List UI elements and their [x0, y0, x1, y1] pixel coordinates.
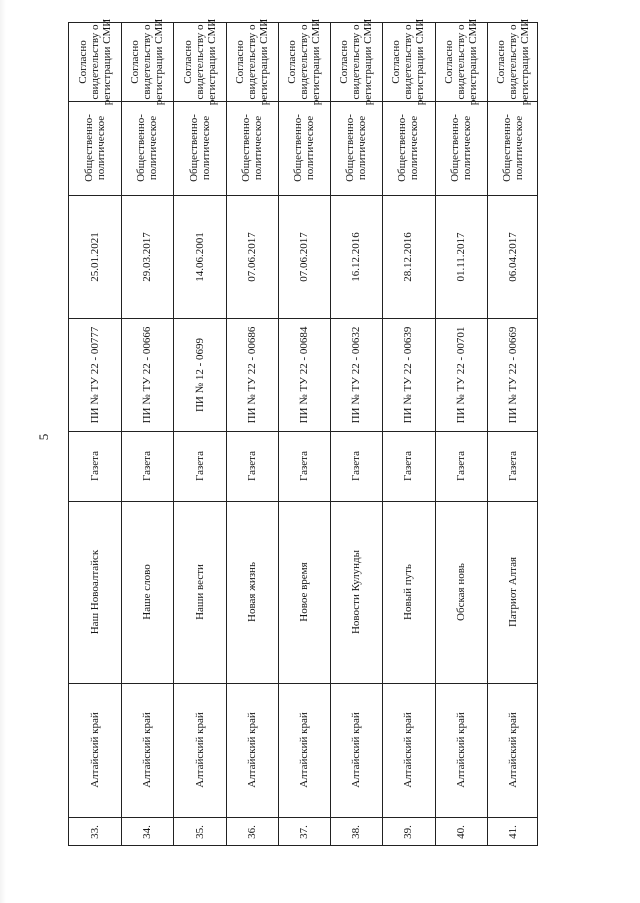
registration-date-cell: 14.06.2001 — [193, 231, 206, 282]
column-divider — [69, 195, 537, 196]
row-divider — [382, 23, 383, 845]
registration-number-cell: ПИ № ТУ 22 - 00632 — [350, 326, 363, 423]
registration-date-cell: 25.01.2021 — [89, 231, 102, 282]
region-cell: Алтайский край — [298, 712, 310, 788]
row-number: 39. — [402, 825, 415, 839]
notes-cell: Согласно свидетельству о регистрации СМИ — [181, 18, 218, 106]
region-cell: Алтайский край — [506, 712, 519, 788]
media-title-cell: Новая жизнь — [245, 562, 258, 622]
media-title-cell: Наш Новоалтайск — [89, 549, 102, 635]
media-title-cell: Новый путь — [402, 564, 415, 620]
region-cell: Алтайский край — [454, 712, 467, 788]
topic-cell: Общественно- политическое — [500, 114, 525, 182]
registry-table — [68, 18, 538, 846]
notes-cell: Согласно свидетельству о регистрации СМИ — [77, 18, 114, 106]
row-divider — [121, 23, 122, 845]
row-divider — [226, 23, 227, 845]
topic-cell: Общественно- политическое — [292, 114, 316, 182]
column-divider — [69, 431, 537, 432]
region-cell: Алтайский край — [89, 712, 102, 788]
media-title-cell: Обская новь — [454, 563, 467, 621]
registration-number-cell: ПИ № ТУ 22 - 00686 — [245, 326, 258, 423]
topic-cell: Общественно- политическое — [396, 114, 421, 182]
notes-cell: Согласно свидетельству о регистрации СМИ — [442, 18, 479, 106]
region-cell: Алтайский край — [245, 712, 258, 788]
topic-cell: Общественно- политическое — [83, 114, 108, 182]
registration-date-cell: 01.11.2017 — [454, 231, 467, 282]
row-number: 35. — [193, 825, 206, 839]
registration-date-cell: 07.06.2017 — [298, 231, 310, 282]
media-type-cell: Газета — [298, 450, 310, 482]
media-type-cell: Газета — [350, 450, 363, 482]
row-number: 37. — [298, 825, 310, 839]
column-divider — [69, 817, 537, 818]
notes-cell: Согласно свидетельству о регистрации СМИ — [338, 18, 375, 106]
media-type-cell: Газета — [193, 450, 206, 482]
registration-date-cell: 16.12.2016 — [350, 231, 363, 282]
column-divider — [69, 501, 537, 502]
media-title-cell: Новое время — [298, 562, 310, 622]
region-cell: Алтайский край — [402, 712, 415, 788]
topic-cell: Общественно- политическое — [448, 114, 473, 182]
registration-number-cell: ПИ № ТУ 22 - 00666 — [141, 326, 154, 423]
row-divider — [330, 23, 331, 845]
media-type-cell: Газета — [89, 450, 102, 482]
region-cell: Алтайский край — [350, 712, 363, 788]
media-type-cell: Газета — [141, 450, 154, 482]
topic-cell: Общественно- политическое — [135, 114, 160, 182]
registration-date-cell: 28.12.2016 — [402, 231, 415, 282]
media-title-cell: Патриот Алтая — [506, 556, 519, 628]
registration-number-cell: ПИ № ТУ 22 - 00669 — [506, 326, 519, 423]
registration-date-cell: 06.04.2017 — [506, 231, 519, 282]
registration-number-cell: ПИ № ТУ 22 - 00701 — [454, 326, 467, 423]
registration-date-cell: 29.03.2017 — [141, 231, 154, 282]
media-type-cell: Газета — [402, 450, 415, 482]
notes-cell: Согласно свидетельству о регистрации СМИ — [233, 18, 270, 106]
media-title-cell: Новости Кулунды — [350, 549, 363, 635]
topic-cell: Общественно- политическое — [239, 114, 264, 182]
row-divider — [487, 23, 488, 845]
row-number: 38. — [350, 825, 363, 839]
row-divider — [435, 23, 436, 845]
row-divider — [278, 23, 279, 845]
column-divider — [69, 318, 537, 319]
page-number: 5 — [36, 433, 51, 441]
registration-number-cell: ПИ № ТУ 22 - 00639 — [402, 326, 415, 423]
column-divider — [69, 683, 537, 684]
topic-cell: Общественно- политическое — [187, 114, 212, 182]
notes-cell: Согласно свидетельству о регистрации СМИ — [129, 18, 166, 106]
media-title-cell: Наше слово — [141, 564, 154, 620]
row-number: 33. — [89, 825, 102, 839]
region-cell: Алтайский край — [141, 712, 154, 788]
scan-edge-shading — [0, 0, 6, 903]
registration-date-cell: 07.06.2017 — [245, 231, 258, 282]
notes-cell: Согласно свидетельству о регистрации СМИ — [390, 18, 427, 106]
row-number: 40. — [454, 825, 467, 839]
media-type-cell: Газета — [506, 450, 519, 482]
notes-cell: Согласно свидетельству о регистрации СМИ — [286, 18, 322, 106]
registration-number-cell: ПИ № ТУ 22 - 00684 — [298, 326, 310, 423]
region-cell: Алтайский край — [193, 712, 206, 788]
row-number: 36. — [245, 825, 258, 839]
registration-number-cell: ПИ № 12 - 0699 — [193, 337, 206, 412]
topic-cell: Общественно- политическое — [344, 114, 369, 182]
notes-cell: Согласно свидетельству о регистрации СМИ — [494, 18, 531, 106]
media-title-cell: Наши вести — [193, 564, 206, 620]
registration-number-cell: ПИ № ТУ 22 - 00777 — [89, 326, 102, 423]
media-type-cell: Газета — [245, 450, 258, 482]
row-divider — [173, 23, 174, 845]
row-number: 41. — [506, 825, 519, 839]
row-number: 34. — [141, 825, 154, 839]
media-type-cell: Газета — [454, 450, 467, 482]
